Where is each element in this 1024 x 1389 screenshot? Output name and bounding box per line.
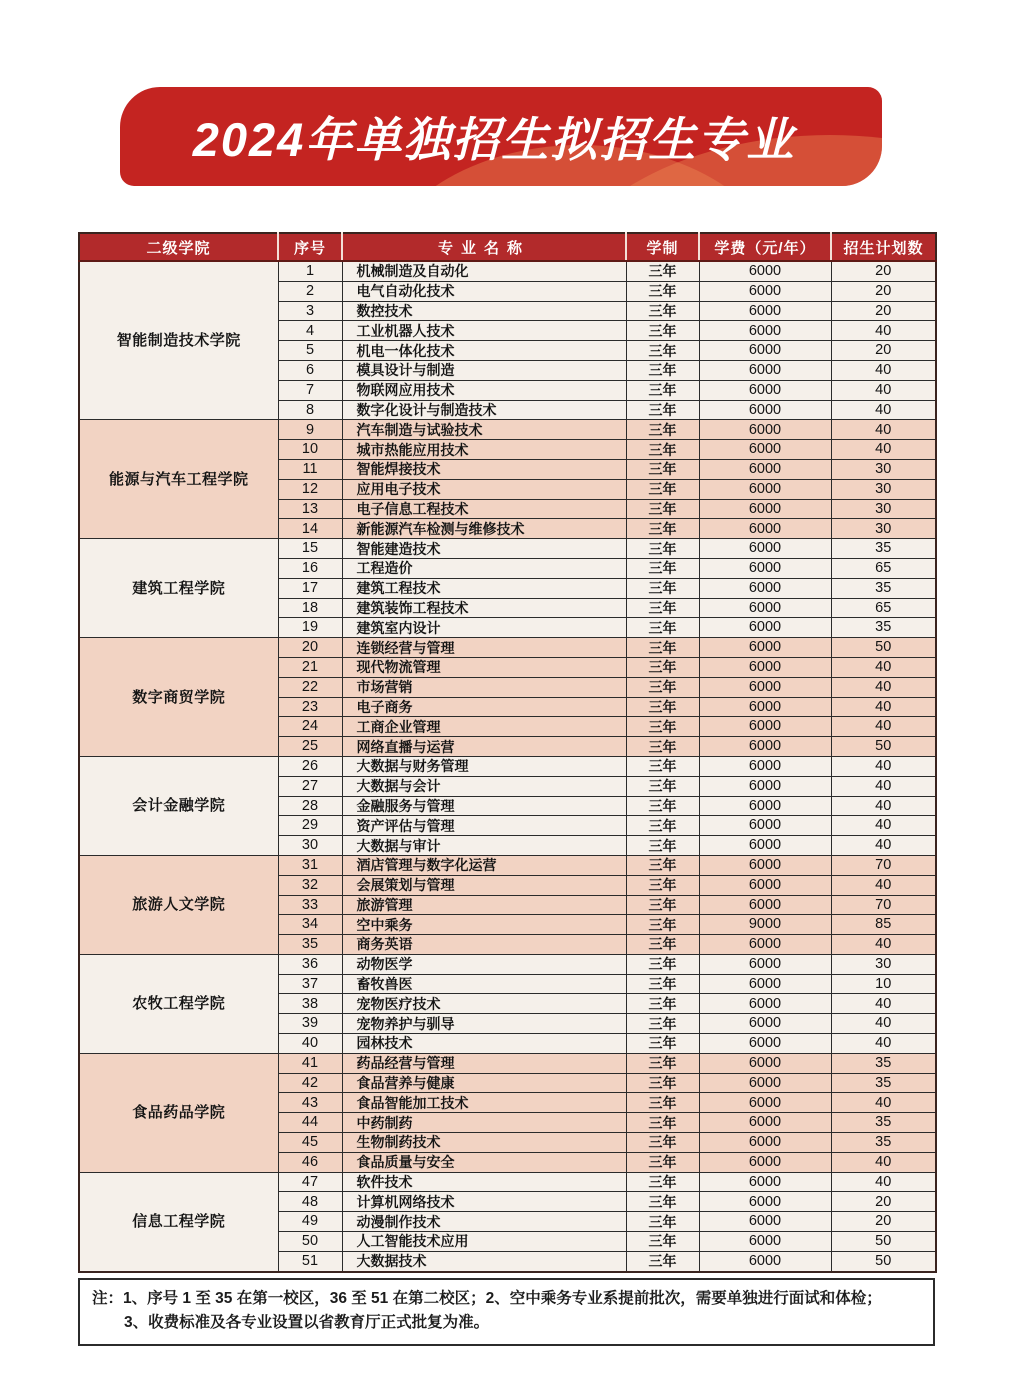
cell-duration: 三年 — [626, 321, 699, 341]
cell-tuition: 6000 — [699, 1014, 831, 1034]
majors-table — [78, 232, 937, 1273]
cell-duration: 三年 — [626, 380, 699, 400]
cell-plan: 30 — [831, 479, 936, 499]
cell-major: 现代物流管理 — [342, 657, 626, 677]
footnote-line-1: 注：1、序号 1 至 35 在第一校区，36 至 51 在第二校区；2、空中乘务专业系提前批次，需要单独进行面试和体检； — [92, 1289, 882, 1307]
page-title: 2024年单独招生拟招生专业 — [192, 113, 796, 166]
cell-tuition: 6000 — [699, 875, 831, 895]
cell-major: 电子商务 — [342, 697, 626, 717]
cell-no: 9 — [278, 420, 342, 440]
cell-tuition: 6000 — [699, 776, 831, 796]
cell-tuition: 6000 — [699, 558, 831, 578]
cell-plan: 40 — [831, 1172, 936, 1192]
cell-plan: 40 — [831, 1014, 936, 1034]
cell-plan: 20 — [831, 341, 936, 361]
cell-duration: 三年 — [626, 539, 699, 559]
cell-duration: 三年 — [626, 400, 699, 420]
cell-duration: 三年 — [626, 341, 699, 361]
cell-tuition: 6000 — [699, 796, 831, 816]
cell-major: 动物医学 — [342, 954, 626, 974]
table-row — [79, 1172, 936, 1192]
cell-duration: 三年 — [626, 1133, 699, 1153]
cell-major: 食品智能加工技术 — [342, 1093, 626, 1113]
cell-duration: 三年 — [626, 915, 699, 935]
cell-no: 35 — [278, 935, 342, 955]
table-body — [79, 261, 936, 1272]
cell-no: 2 — [278, 281, 342, 301]
cell-plan: 40 — [831, 836, 936, 856]
cell-plan: 20 — [831, 281, 936, 301]
cell-duration: 三年 — [626, 1113, 699, 1133]
cell-no: 31 — [278, 855, 342, 875]
cell-plan: 40 — [831, 440, 936, 460]
cell-plan: 40 — [831, 1093, 936, 1113]
cell-tuition: 6000 — [699, 301, 831, 321]
cell-tuition: 6000 — [699, 499, 831, 519]
cell-tuition: 6000 — [699, 1251, 831, 1271]
cell-tuition: 6000 — [699, 677, 831, 697]
cell-major: 建筑装饰工程技术 — [342, 598, 626, 618]
cell-tuition: 6000 — [699, 459, 831, 479]
cell-duration: 三年 — [626, 1053, 699, 1073]
cell-plan: 35 — [831, 1133, 936, 1153]
header-college: 二级学院 — [79, 233, 278, 261]
cell-tuition: 6000 — [699, 479, 831, 499]
cell-plan: 40 — [831, 796, 936, 816]
cell-major: 软件技术 — [342, 1172, 626, 1192]
cell-plan: 40 — [831, 677, 936, 697]
header-no: 序号 — [278, 233, 342, 261]
footnote-line-2: 3、收费标准及各专业设置以省教育厅正式批复为准。 — [124, 1313, 490, 1331]
cell-no: 19 — [278, 618, 342, 638]
cell-tuition: 6000 — [699, 341, 831, 361]
cell-tuition: 6000 — [699, 974, 831, 994]
cell-major: 宠物养护与驯导 — [342, 1014, 626, 1034]
cell-major: 工商企业管理 — [342, 717, 626, 737]
cell-no: 51 — [278, 1251, 342, 1271]
cell-duration: 三年 — [626, 1073, 699, 1093]
header-major: 专业名称 — [342, 233, 626, 261]
cell-no: 38 — [278, 994, 342, 1014]
cell-no: 28 — [278, 796, 342, 816]
cell-duration: 三年 — [626, 261, 699, 281]
cell-plan: 35 — [831, 618, 936, 638]
enrollment-table — [78, 232, 935, 1346]
cell-duration: 三年 — [626, 459, 699, 479]
table-row — [79, 420, 936, 440]
cell-tuition: 6000 — [699, 1172, 831, 1192]
table-row — [79, 855, 936, 875]
cell-tuition: 6000 — [699, 380, 831, 400]
cell-major: 新能源汽车检测与维修技术 — [342, 519, 626, 539]
cell-plan: 40 — [831, 1034, 936, 1054]
cell-tuition: 6000 — [699, 400, 831, 420]
cell-major: 酒店管理与数字化运营 — [342, 855, 626, 875]
cell-plan: 50 — [831, 737, 936, 757]
cell-no: 11 — [278, 459, 342, 479]
cell-plan: 35 — [831, 539, 936, 559]
cell-plan: 40 — [831, 717, 936, 737]
college-cell: 智能制造技术学院 — [79, 261, 278, 420]
cell-no: 33 — [278, 895, 342, 915]
cell-duration: 三年 — [626, 360, 699, 380]
cell-major: 物联网应用技术 — [342, 380, 626, 400]
college-cell: 食品药品学院 — [79, 1053, 278, 1172]
cell-duration: 三年 — [626, 1172, 699, 1192]
cell-tuition: 6000 — [699, 1113, 831, 1133]
cell-no: 22 — [278, 677, 342, 697]
cell-duration: 三年 — [626, 618, 699, 638]
college-cell: 会计金融学院 — [79, 756, 278, 855]
cell-major: 空中乘务 — [342, 915, 626, 935]
cell-duration: 三年 — [626, 657, 699, 677]
cell-no: 39 — [278, 1014, 342, 1034]
cell-plan: 20 — [831, 261, 936, 281]
college-cell: 信息工程学院 — [79, 1172, 278, 1271]
cell-plan: 35 — [831, 1073, 936, 1093]
cell-duration: 三年 — [626, 756, 699, 776]
cell-tuition: 6000 — [699, 717, 831, 737]
cell-tuition: 6000 — [699, 440, 831, 460]
cell-no: 16 — [278, 558, 342, 578]
cell-tuition: 6000 — [699, 994, 831, 1014]
cell-major: 城市热能应用技术 — [342, 440, 626, 460]
cell-duration: 三年 — [626, 638, 699, 658]
cell-plan: 30 — [831, 459, 936, 479]
cell-plan: 20 — [831, 301, 936, 321]
cell-major: 数字化设计与制造技术 — [342, 400, 626, 420]
cell-no: 27 — [278, 776, 342, 796]
cell-plan: 35 — [831, 1113, 936, 1133]
cell-no: 5 — [278, 341, 342, 361]
cell-no: 3 — [278, 301, 342, 321]
cell-plan: 40 — [831, 360, 936, 380]
cell-duration: 三年 — [626, 816, 699, 836]
cell-no: 37 — [278, 974, 342, 994]
cell-tuition: 9000 — [699, 915, 831, 935]
cell-plan: 40 — [831, 875, 936, 895]
cell-duration: 三年 — [626, 1212, 699, 1232]
cell-duration: 三年 — [626, 1014, 699, 1034]
cell-major: 商务英语 — [342, 935, 626, 955]
cell-no: 4 — [278, 321, 342, 341]
cell-plan: 50 — [831, 1232, 936, 1252]
cell-major: 大数据与会计 — [342, 776, 626, 796]
cell-major: 机电一体化技术 — [342, 341, 626, 361]
cell-no: 48 — [278, 1192, 342, 1212]
cell-no: 13 — [278, 499, 342, 519]
cell-tuition: 6000 — [699, 697, 831, 717]
college-cell: 建筑工程学院 — [79, 539, 278, 638]
cell-plan: 40 — [831, 657, 936, 677]
cell-major: 网络直播与运营 — [342, 737, 626, 757]
cell-tuition: 6000 — [699, 1034, 831, 1054]
cell-no: 40 — [278, 1034, 342, 1054]
cell-plan: 20 — [831, 1212, 936, 1232]
cell-major: 动漫制作技术 — [342, 1212, 626, 1232]
cell-plan: 40 — [831, 400, 936, 420]
cell-duration: 三年 — [626, 1093, 699, 1113]
cell-tuition: 6000 — [699, 1093, 831, 1113]
cell-tuition: 6000 — [699, 836, 831, 856]
cell-major: 园林技术 — [342, 1034, 626, 1054]
cell-duration: 三年 — [626, 994, 699, 1014]
header-duration: 学制 — [626, 233, 699, 261]
cell-plan: 65 — [831, 558, 936, 578]
cell-tuition: 6000 — [699, 756, 831, 776]
cell-duration: 三年 — [626, 519, 699, 539]
cell-plan: 40 — [831, 380, 936, 400]
cell-no: 14 — [278, 519, 342, 539]
cell-tuition: 6000 — [699, 895, 831, 915]
cell-plan: 85 — [831, 915, 936, 935]
cell-tuition: 6000 — [699, 1212, 831, 1232]
cell-duration: 三年 — [626, 479, 699, 499]
cell-major: 数控技术 — [342, 301, 626, 321]
cell-plan: 20 — [831, 1192, 936, 1212]
cell-no: 47 — [278, 1172, 342, 1192]
cell-duration: 三年 — [626, 935, 699, 955]
cell-duration: 三年 — [626, 677, 699, 697]
table-row — [79, 638, 936, 658]
cell-no: 45 — [278, 1133, 342, 1153]
cell-tuition: 6000 — [699, 321, 831, 341]
cell-duration: 三年 — [626, 875, 699, 895]
cell-no: 21 — [278, 657, 342, 677]
header-plan: 招生计划数 — [831, 233, 936, 261]
cell-no: 30 — [278, 836, 342, 856]
cell-tuition: 6000 — [699, 539, 831, 559]
cell-duration: 三年 — [626, 301, 699, 321]
cell-duration: 三年 — [626, 1192, 699, 1212]
footnote — [78, 1278, 935, 1346]
college-cell: 农牧工程学院 — [79, 954, 278, 1053]
cell-duration: 三年 — [626, 1232, 699, 1252]
cell-plan: 10 — [831, 974, 936, 994]
table-header — [79, 233, 936, 261]
cell-no: 12 — [278, 479, 342, 499]
college-cell: 数字商贸学院 — [79, 638, 278, 757]
cell-tuition: 6000 — [699, 1073, 831, 1093]
cell-tuition: 6000 — [699, 281, 831, 301]
cell-duration: 三年 — [626, 1152, 699, 1172]
cell-major: 宠物医疗技术 — [342, 994, 626, 1014]
cell-major: 计算机网络技术 — [342, 1192, 626, 1212]
table-row — [79, 1053, 936, 1073]
cell-plan: 40 — [831, 321, 936, 341]
cell-duration: 三年 — [626, 895, 699, 915]
cell-no: 44 — [278, 1113, 342, 1133]
cell-duration: 三年 — [626, 281, 699, 301]
cell-tuition: 6000 — [699, 935, 831, 955]
cell-tuition: 6000 — [699, 519, 831, 539]
cell-major: 模具设计与制造 — [342, 360, 626, 380]
cell-no: 1 — [278, 261, 342, 281]
cell-no: 32 — [278, 875, 342, 895]
cell-plan: 40 — [831, 1152, 936, 1172]
cell-major: 畜牧兽医 — [342, 974, 626, 994]
cell-no: 36 — [278, 954, 342, 974]
cell-major: 电子信息工程技术 — [342, 499, 626, 519]
cell-major: 大数据与财务管理 — [342, 756, 626, 776]
cell-no: 41 — [278, 1053, 342, 1073]
cell-major: 药品经营与管理 — [342, 1053, 626, 1073]
cell-major: 智能焊接技术 — [342, 459, 626, 479]
cell-plan: 40 — [831, 994, 936, 1014]
cell-major: 建筑工程技术 — [342, 578, 626, 598]
cell-tuition: 6000 — [699, 816, 831, 836]
cell-plan: 70 — [831, 895, 936, 915]
cell-no: 10 — [278, 440, 342, 460]
cell-major: 食品营养与健康 — [342, 1073, 626, 1093]
cell-plan: 40 — [831, 935, 936, 955]
cell-no: 49 — [278, 1212, 342, 1232]
cell-duration: 三年 — [626, 954, 699, 974]
cell-major: 建筑室内设计 — [342, 618, 626, 638]
cell-major: 工业机器人技术 — [342, 321, 626, 341]
cell-major: 食品质量与安全 — [342, 1152, 626, 1172]
cell-major: 生物制药技术 — [342, 1133, 626, 1153]
cell-duration: 三年 — [626, 717, 699, 737]
cell-no: 29 — [278, 816, 342, 836]
cell-tuition: 6000 — [699, 1192, 831, 1212]
cell-major: 汽车制造与试验技术 — [342, 420, 626, 440]
cell-major: 应用电子技术 — [342, 479, 626, 499]
cell-no: 20 — [278, 638, 342, 658]
cell-plan: 65 — [831, 598, 936, 618]
cell-tuition: 6000 — [699, 598, 831, 618]
cell-no: 24 — [278, 717, 342, 737]
cell-plan: 30 — [831, 499, 936, 519]
cell-plan: 30 — [831, 519, 936, 539]
title-banner — [120, 87, 882, 186]
cell-tuition: 6000 — [699, 261, 831, 281]
cell-duration: 三年 — [626, 578, 699, 598]
table-row — [79, 756, 936, 776]
cell-major: 机械制造及自动化 — [342, 261, 626, 281]
cell-no: 34 — [278, 915, 342, 935]
cell-tuition: 6000 — [699, 360, 831, 380]
cell-major: 连锁经营与管理 — [342, 638, 626, 658]
cell-duration: 三年 — [626, 737, 699, 757]
cell-major: 会展策划与管理 — [342, 875, 626, 895]
cell-duration: 三年 — [626, 420, 699, 440]
cell-no: 23 — [278, 697, 342, 717]
cell-duration: 三年 — [626, 598, 699, 618]
cell-major: 市场营销 — [342, 677, 626, 697]
college-cell: 能源与汽车工程学院 — [79, 420, 278, 539]
cell-plan: 70 — [831, 855, 936, 875]
header-row — [79, 233, 936, 261]
cell-no: 46 — [278, 1152, 342, 1172]
cell-plan: 30 — [831, 954, 936, 974]
cell-tuition: 6000 — [699, 657, 831, 677]
cell-plan: 40 — [831, 420, 936, 440]
cell-tuition: 6000 — [699, 618, 831, 638]
cell-tuition: 6000 — [699, 1232, 831, 1252]
cell-duration: 三年 — [626, 796, 699, 816]
cell-no: 18 — [278, 598, 342, 618]
cell-duration: 三年 — [626, 855, 699, 875]
cell-tuition: 6000 — [699, 1053, 831, 1073]
cell-no: 15 — [278, 539, 342, 559]
cell-plan: 40 — [831, 756, 936, 776]
cell-plan: 35 — [831, 1053, 936, 1073]
cell-no: 17 — [278, 578, 342, 598]
cell-duration: 三年 — [626, 499, 699, 519]
cell-plan: 35 — [831, 578, 936, 598]
cell-no: 7 — [278, 380, 342, 400]
cell-duration: 三年 — [626, 1034, 699, 1054]
cell-major: 工程造价 — [342, 558, 626, 578]
cell-tuition: 6000 — [699, 578, 831, 598]
cell-plan: 50 — [831, 1251, 936, 1271]
cell-tuition: 6000 — [699, 1152, 831, 1172]
table-row — [79, 261, 936, 281]
cell-plan: 40 — [831, 697, 936, 717]
cell-duration: 三年 — [626, 697, 699, 717]
cell-duration: 三年 — [626, 558, 699, 578]
cell-major: 资产评估与管理 — [342, 816, 626, 836]
cell-major: 电气自动化技术 — [342, 281, 626, 301]
cell-major: 中药制药 — [342, 1113, 626, 1133]
cell-tuition: 6000 — [699, 638, 831, 658]
cell-duration: 三年 — [626, 776, 699, 796]
cell-tuition: 6000 — [699, 855, 831, 875]
cell-duration: 三年 — [626, 1251, 699, 1271]
cell-duration: 三年 — [626, 974, 699, 994]
cell-major: 旅游管理 — [342, 895, 626, 915]
table-row — [79, 954, 936, 974]
cell-major: 大数据与审计 — [342, 836, 626, 856]
college-cell: 旅游人文学院 — [79, 855, 278, 954]
cell-no: 8 — [278, 400, 342, 420]
cell-no: 6 — [278, 360, 342, 380]
cell-no: 50 — [278, 1232, 342, 1252]
cell-no: 42 — [278, 1073, 342, 1093]
cell-duration: 三年 — [626, 836, 699, 856]
cell-no: 43 — [278, 1093, 342, 1113]
cell-tuition: 6000 — [699, 737, 831, 757]
cell-no: 26 — [278, 756, 342, 776]
cell-major: 智能建造技术 — [342, 539, 626, 559]
cell-major: 人工智能技术应用 — [342, 1232, 626, 1252]
cell-major: 大数据技术 — [342, 1251, 626, 1271]
cell-plan: 50 — [831, 638, 936, 658]
table-row — [79, 539, 936, 559]
cell-no: 25 — [278, 737, 342, 757]
cell-plan: 40 — [831, 816, 936, 836]
cell-tuition: 6000 — [699, 1133, 831, 1153]
cell-tuition: 6000 — [699, 420, 831, 440]
cell-duration: 三年 — [626, 440, 699, 460]
cell-tuition: 6000 — [699, 954, 831, 974]
header-tuition: 学费（元/年） — [699, 233, 831, 261]
cell-plan: 40 — [831, 776, 936, 796]
cell-major: 金融服务与管理 — [342, 796, 626, 816]
